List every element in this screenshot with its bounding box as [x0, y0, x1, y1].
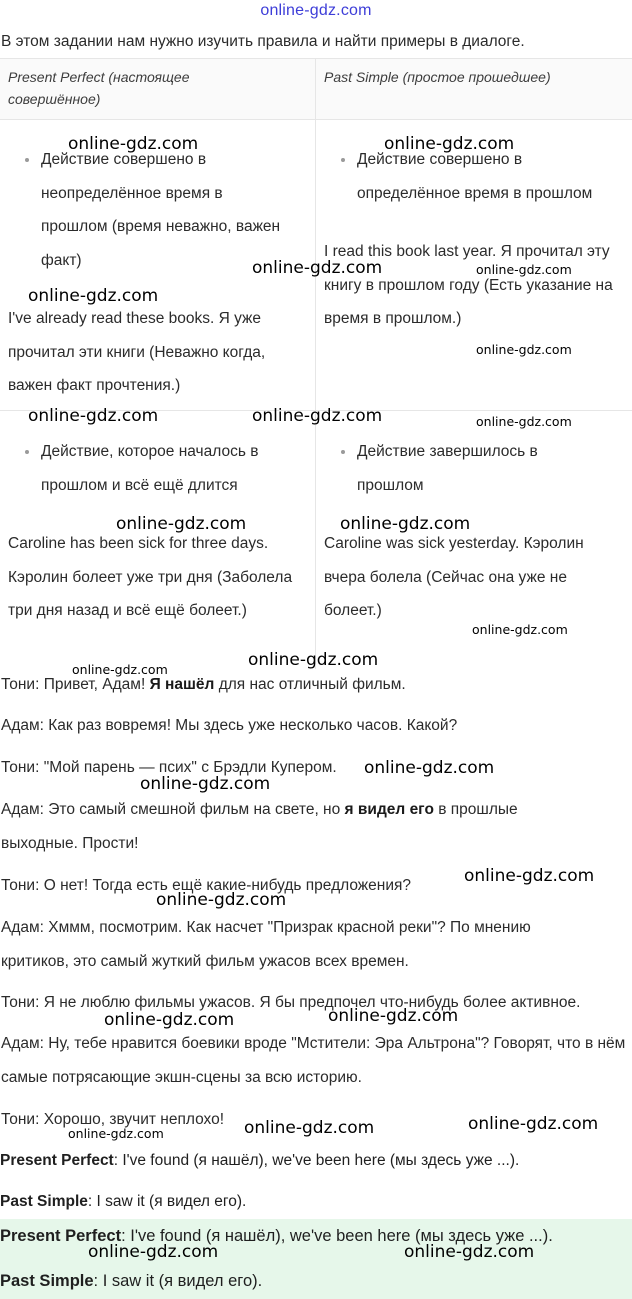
watermark: online-gdz.com	[116, 514, 247, 534]
watermark: online-gdz.com	[364, 758, 495, 778]
bullet-dot	[25, 450, 29, 454]
rule-example: Caroline was sick yesterday. Кэролин вчера болела (Сейчас она уже не болеет.)	[324, 535, 584, 619]
watermark: online-gdz.com	[340, 514, 471, 534]
watermark: online-gdz.com	[88, 1242, 219, 1262]
rule-bullet: Действие совершено в неопределённое время в прошлом (время неважно, важен факт)	[41, 151, 281, 269]
watermark: online-gdz.com	[140, 774, 271, 794]
rule-example: I read this book last year. Я прочитал эту книгу в прошлом году (Есть указание на время в прошлом.)	[324, 243, 613, 327]
watermark: online-gdz.com	[104, 1010, 235, 1030]
dialog-line: Тони: "Мой парень — псих" с Брэдли Купером.	[1, 759, 337, 776]
dialog-line: Тони: Хорошо, звучит неплохо!	[1, 1111, 225, 1128]
watermark: online-gdz.com	[404, 1242, 535, 1262]
dialog-line: Тони: О нет! Тогда есть ещё какие-нибудь предложения?	[1, 877, 412, 894]
summary-present-perfect: Present Perfect: I've found (я нашёл), we've been here (мы здесь уже ...).	[0, 1152, 520, 1169]
watermark: online-gdz.com	[68, 134, 199, 154]
dialog-line: Адам: Ну, тебе нравится боевики вроде "Мстители: Эра Альтрона"? Говорят, что в нём самые потрясающие экшн-сцены за всю историю.	[1, 1035, 626, 1086]
dialog-line: Адам: Хммм, посмотрим. Как насчет "Призрак красной реки"? По мнению критиков, это самый жуткий фильм ужасов всех времен.	[1, 919, 531, 970]
watermark: online-gdz.com	[28, 406, 159, 426]
rule-bullet: Действие завершилось в прошлом	[357, 443, 538, 494]
bullet-dot	[341, 450, 345, 454]
answer-past-simple: Past Simple: I saw it (я видел его).	[0, 1272, 263, 1290]
watermark: online-gdz.com	[252, 406, 383, 426]
watermark: online-gdz.com	[244, 1118, 375, 1138]
watermark: online-gdz.com	[472, 622, 568, 637]
watermark: online-gdz.com	[468, 1114, 599, 1134]
bullet-dot	[341, 158, 345, 162]
column-divider	[315, 58, 316, 669]
dialog-line: Тони: Привет, Адам! Я нашёл для нас отличный фильм.	[1, 676, 406, 693]
dialog-line: Адам: Как раз вовремя! Мы здесь уже несколько часов. Какой?	[1, 717, 458, 734]
site-title[interactable]: online-gdz.com	[260, 2, 372, 19]
header-present-perfect: Present Perfect (настоящее совершённое)	[8, 69, 190, 107]
watermark: online-gdz.com	[156, 890, 287, 910]
bullet-dot	[25, 158, 29, 162]
summary-past-simple: Past Simple: I saw it (я видел его).	[0, 1193, 247, 1210]
watermark: online-gdz.com	[476, 262, 572, 277]
watermark: online-gdz.com	[72, 662, 168, 677]
watermark: online-gdz.com	[476, 414, 572, 429]
watermark: online-gdz.com	[252, 258, 383, 278]
watermark: online-gdz.com	[476, 342, 572, 357]
watermark: online-gdz.com	[384, 134, 515, 154]
rule-bullet: Действие, которое началось в прошлом и всё ещё длится	[41, 443, 259, 494]
answer-present-perfect: Present Perfect: I've found (я нашёл), we've been here (мы здесь уже ...).	[0, 1227, 553, 1245]
rule-bullet: Действие совершено в определённое время в прошлом	[357, 151, 593, 202]
watermark: online-gdz.com	[464, 866, 595, 886]
rule-example: I've already read these books. Я уже прочитал эти книги (Неважно когда, важен факт прочтения.)	[8, 310, 266, 394]
watermark: online-gdz.com	[28, 286, 159, 306]
rule-example: Caroline has been sick for three days. Кэролин болеет уже три дня (Заболела три дня назад и всё ещё болеет.)	[8, 535, 293, 619]
watermark: online-gdz.com	[248, 650, 379, 670]
watermark: online-gdz.com	[68, 1126, 164, 1141]
header-past-simple: Past Simple (простое прошедшее)	[324, 69, 551, 85]
intro-text: В этом задании нам нужно изучить правила и найти примеры в диалоге.	[1, 33, 525, 50]
dialog-line: Адам: Это самый смешной фильм на свете, но я видел его в прошлые выходные. Прости!	[1, 801, 518, 852]
dialog-line: Тони: Я не люблю фильмы ужасов. Я бы предпочел что-нибудь более активное.	[1, 994, 581, 1011]
watermark: online-gdz.com	[328, 1006, 459, 1026]
